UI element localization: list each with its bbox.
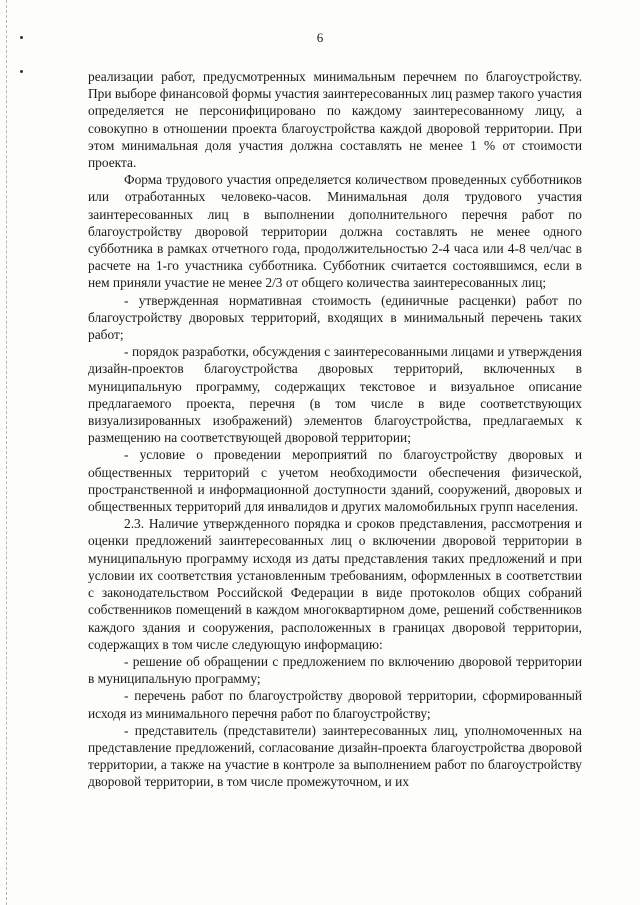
paragraph: реализации работ, предусмотренных минимальным перечнем по благоустройству. При выборе финансовой формы участия заинтересованных лиц размер такого участия определяется не персонифицировано по каждому заинтересованному лицу, а совокупно в отношении проекта благоустройства каждой дворовой территории. При этом минимальная доля участия должна составлять не менее 1 % от стоимости проекта. [88,69,582,171]
paragraph: - перечень работ по благоустройству дворовой территории, сформированный исходя из минимального перечня работ по благоустройству; [88,688,582,721]
scan-edge [6,0,11,905]
paragraph: Форма трудового участия определяется количеством проведенных субботников или отработанных человеко-часов. Минимальная доля трудового участия заинтересованных лиц в выполнении дополнительного перечня работ по благоустройству дворовой территории должна составлять не менее одного субботника в рамках отчетного года, продолжительностью 2-4 часа или 4-8 чел/час в расчете на 1-го участника субботника. Субботник считается состоявшимся, если в нем приняли участие не менее 2/3 от общего количества заинтересованных лиц; [88,172,582,291]
paragraph: - представитель (представители) заинтересованных лиц, уполномоченных на представление предложений, согласование дизайн-проекта благоустройства дворовой территории, а также на участие в контроле за выполнением работ по благоустройству дворовой территории, в том числе промежуточном, и их [88,722,582,790]
paragraph: - порядок разработки, обсуждения с заинтересованными лицами и утверждения дизайн-проектов благоустройства дворовых территорий, включенных в муниципальную программу, содержащих текстовое и визуальное описание предлагаемого проекта, перечня (в том числе в виде соответствующих визуализированных изображений) элементов благоустройства, предлагаемых к размещению на соответствующей дворовой территории; [88,344,582,446]
page-number: 6 [316,30,324,45]
document-body [88,68,582,791]
paragraph: - решение об обращении с предложением по включению дворовой территории в муниципальную программу; [88,653,582,687]
paragraph: 2.3. Наличие утвержденного порядка и сроков представления, рассмотрения и оценки предложений заинтересованных лиц о включении дворовой территории в муниципальную программу исходя из даты представления таких предложений и при условии их соответствия установленным требованиям, оформленных в соответствии с законодательством Российской Федерации в виде протоколов общих собраний собственников помещений в каждом многоквартирном доме, решений собственников каждого здания и сооружения, расположенных в границах дворовой территории, содержащих в том числе следующую информацию: [88,516,582,652]
scan-dot [20,70,23,73]
paragraph: - условие о проведении мероприятий по благоустройству дворовых и общественных территорий с учетом необходимости обеспечения физической, пространственной и информационной доступности зданий, сооружений, дворовых и общественных территорий для инвалидов и других маломобильных групп населения. [88,447,582,515]
paragraph: - утвержденная нормативная стоимость (единичные расценки) работ по благоустройству дворовых территорий, входящих в минимальный перечень таких работ; [88,292,582,343]
